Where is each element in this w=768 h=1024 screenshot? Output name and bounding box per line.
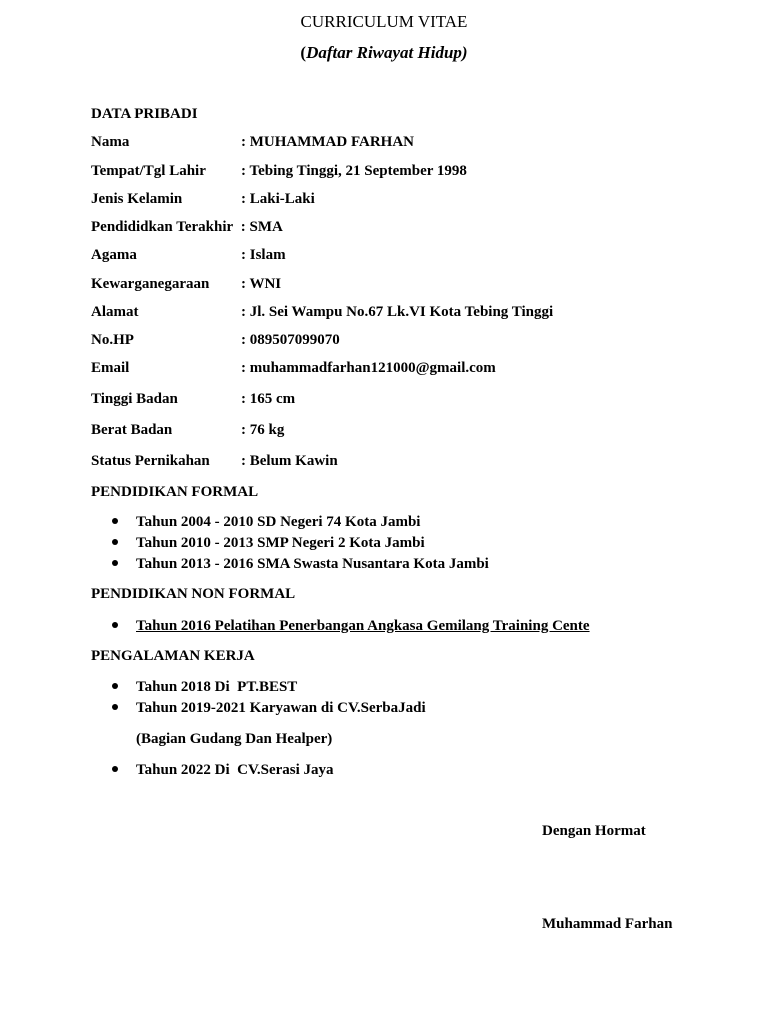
section-heading-pendidikan-non-formal: PENDIDIKAN NON FORMAL <box>91 586 296 602</box>
list-item-kerja-cv-serasi-jaya: Tahun 2022 Di CV.Serasi Jaya <box>136 762 334 778</box>
list-item-non-formal-pelatihan: Tahun 2016 Pelatihan Penerbangan Angkasa Gemilang Training Cente <box>136 618 590 634</box>
field-label-agama: Agama <box>91 247 137 263</box>
bullet-icon <box>112 518 118 524</box>
subtitle-text: Daftar Riwayat Hidup) <box>306 43 468 62</box>
bullet-icon <box>112 539 118 545</box>
field-value-tinggi-badan: : 165 cm <box>241 391 296 407</box>
list-item-note-bagian: (Bagian Gudang Dan Healper) <box>136 731 333 747</box>
field-label-email: Email <box>91 360 130 376</box>
field-value-email: : muhammadfarhan121000@gmail.com <box>241 360 496 376</box>
list-item-formal-sd: Tahun 2004 - 2010 SD Negeri 74 Kota Jambi <box>136 514 421 530</box>
subtitle-paren: ( <box>300 43 307 62</box>
bullet-icon <box>112 560 118 566</box>
document-title: CURRICULUM VITAE <box>300 12 468 31</box>
list-item-kerja-cv-serbajadi: Tahun 2019-2021 Karyawan di CV.SerbaJadi <box>136 700 426 716</box>
closing-salutation: Dengan Hormat <box>542 823 646 839</box>
field-value-alamat: : Jl. Sei Wampu No.67 Lk.VI Kota Tebing Tinggi <box>241 304 554 320</box>
field-label-tempat-tgl-lahir: Tempat/Tgl Lahir <box>91 163 206 179</box>
section-heading-pendidikan-formal: PENDIDIKAN FORMAL <box>91 484 259 500</box>
field-value-jenis-kelamin: : Laki-Laki <box>241 191 315 207</box>
field-label-alamat: Alamat <box>91 304 139 320</box>
document-subtitle <box>0 43 768 63</box>
list-item-formal-sma: Tahun 2013 - 2016 SMA Swasta Nusantara Kota Jambi <box>136 556 489 572</box>
field-value-nama: : MUHAMMAD FARHAN <box>241 134 415 150</box>
field-label-berat-badan: Berat Badan <box>91 422 173 438</box>
field-label-pendidikan-terakhir: Pendididkan Terakhir <box>91 219 234 235</box>
section-heading-data-pribadi: DATA PRIBADI <box>91 106 198 122</box>
bullet-icon <box>112 683 118 689</box>
field-value-pendidikan-terakhir: : SMA <box>237 219 283 235</box>
field-label-tinggi-badan: Tinggi Badan <box>91 391 178 407</box>
list-item-formal-smp: Tahun 2010 - 2013 SMP Negeri 2 Kota Jambi <box>136 535 425 551</box>
field-value-status-pernikahan: : Belum Kawin <box>241 453 338 469</box>
bullet-icon <box>112 622 118 628</box>
field-value-agama: : Islam <box>241 247 286 263</box>
field-label-kewarganegaraan: Kewarganegaraan <box>91 276 210 292</box>
field-value-kewarganegaraan: : WNI <box>241 276 282 292</box>
field-label-jenis-kelamin: Jenis Kelamin <box>91 191 183 207</box>
field-value-berat-badan: : 76 kg <box>241 422 285 438</box>
bullet-icon <box>112 704 118 710</box>
field-value-tempat-tgl-lahir: : Tebing Tinggi, 21 September 1998 <box>241 163 467 179</box>
bullet-icon <box>112 766 118 772</box>
signature-name: Muhammad Farhan <box>542 916 673 932</box>
field-label-nama: Nama <box>91 134 130 150</box>
list-item-kerja-pt-best: Tahun 2018 Di PT.BEST <box>136 679 298 695</box>
field-value-no-hp: : 089507099070 <box>241 332 340 348</box>
field-label-no-hp: No.HP <box>91 332 134 348</box>
field-label-status-pernikahan: Status Pernikahan <box>91 453 210 469</box>
section-heading-pengalaman-kerja: PENGALAMAN KERJA <box>91 648 255 664</box>
